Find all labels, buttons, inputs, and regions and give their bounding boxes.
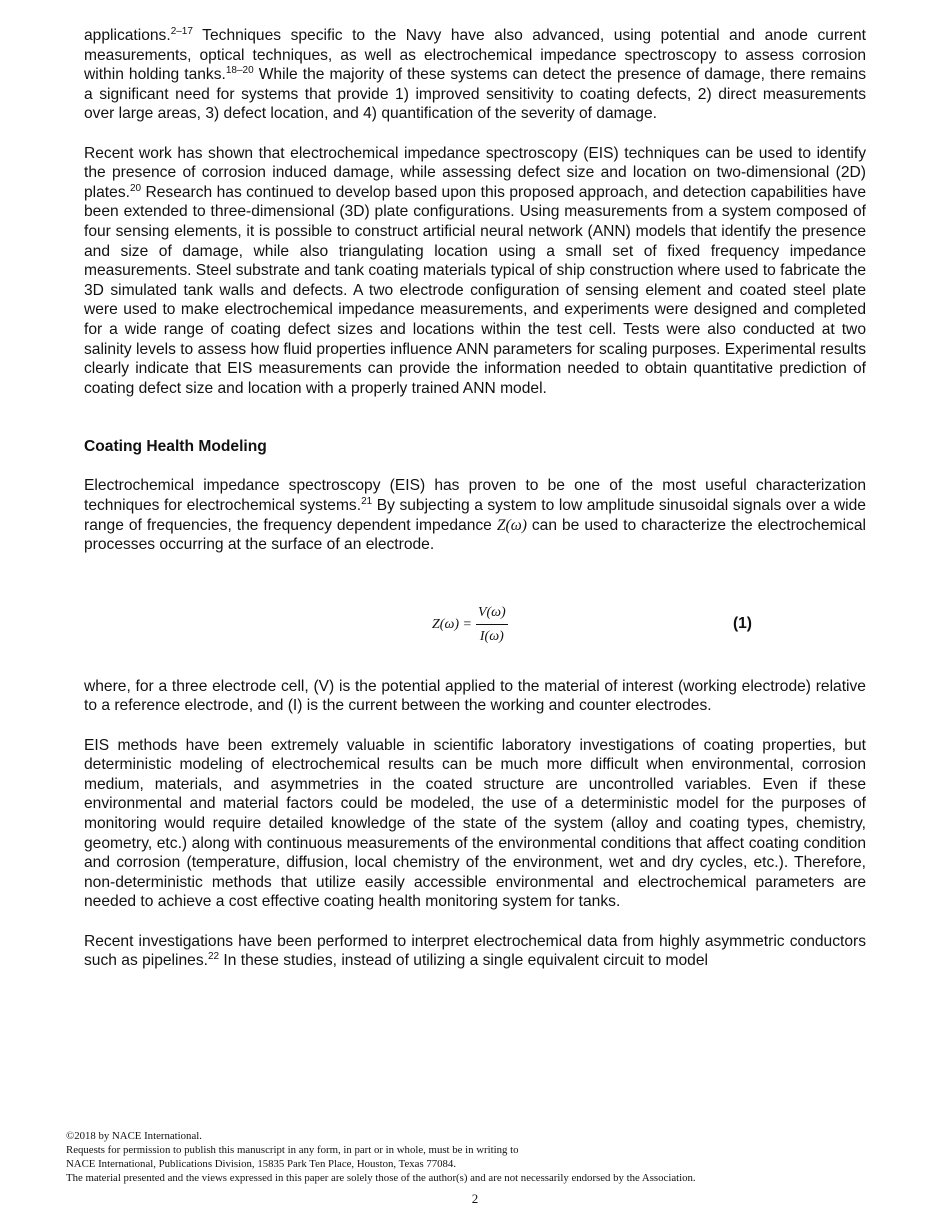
equation-number: (1): [732, 614, 752, 632]
footer-line: NACE International, Publications Division, 15835 Park Ten Place, Houston, Texas 77084.: [66, 1158, 457, 1170]
footer-line: ©2018 by NACE International.: [66, 1130, 202, 1142]
citation: 22: [207, 951, 220, 963]
paragraph-recent-work: [84, 144, 866, 399]
citation: 18–20: [225, 65, 254, 77]
citation: 20: [129, 182, 142, 194]
text-run: Research has continued to develop based upon this proposed approach, and detection capabilities have been extended to three-dimensional (3D) plate configurations. Using measurements from a system composed of four sensing elements, it is possible to construct artificial neural network (ANN) models that identify the presence and size of damage, while also triangulating location using a small set of fixed frequency impedance measurements. Steel substrate and tank coating materials typical of ship construction where used to fabricate the 3D simulated tank walls and defects. A two electrode configuration of sensing element and coated steel plate were used to make electrochemical impedance measurements, and experiments were designed and completed for a wide range of coating defect sizes and locations within the test cell. Tests were also conducted at two salinity levels to assess how fluid properties influence ANN parameters for scaling purposes. Experimental results clearly indicate that EIS measurements can provide the information needed to obtain quantitative prediction of coating defect size and location with a properly trained ANN model.: [84, 183, 866, 397]
text-run: Techniques specific to the Navy have also advanced, using potential and anode current measurements, optical techniques, as well as electrochemical impedance spectroscopy to assess corrosion within holding tanks.: [84, 27, 866, 84]
text-run: can be used to characterize the electrochemical processes occurring at the surface of an electrode.: [84, 516, 866, 554]
equation-lhs: Z(ω) =: [432, 617, 472, 633]
paragraph-intro-continued: [84, 26, 866, 124]
citation: 21: [361, 496, 373, 508]
copyright-footer: [66, 1129, 886, 1185]
text-run: Recent investigations have been performed to interpret electrochemical data from highly asymmetric conductors such as pipelines.: [84, 932, 866, 970]
impedance-equation: [432, 603, 508, 647]
equation-fraction: [476, 603, 508, 647]
section-heading: Coating Health Modeling: [84, 438, 267, 456]
paragraph-equation-explanation: where, for a three electrode cell, (V) is the potential applied to the material of interest (working electrode) relative to a reference electrode, and (I) is the current between the working and counter electrodes.: [84, 677, 866, 715]
paper-body: [84, 26, 866, 971]
text-run: Recent work has shown that electrochemical impedance spectroscopy (EIS) techniques can be used to identify the presence of corrosion induced damage, while assessing defect size and location on two-dimensional (2D) plates.: [84, 144, 866, 201]
paragraph-eis-intro: [84, 476, 866, 554]
equation-denominator: I(ω): [479, 629, 504, 645]
equation-numerator: V(ω): [476, 603, 508, 626]
text-run: By subjecting a system to low amplitude sinusoidal signals over a wide range of frequencies, the frequency dependent impedance: [84, 497, 866, 534]
citation: 2–17: [170, 26, 193, 37]
equation-block: [84, 555, 866, 677]
text-run: In these studies, instead of utilizing a single equivalent circuit to model: [219, 952, 708, 970]
text-run: Electrochemical impedance spectroscopy (EIS) has proven to be one of the most useful characterization techniques for electrochemical systems.: [84, 477, 866, 515]
page-number: 2: [471, 1191, 479, 1206]
impedance-symbol: Z(ω): [496, 516, 527, 534]
text-run: applications.: [84, 27, 171, 44]
paragraph-pipelines: [84, 932, 866, 971]
footer-line: Requests for permission to publish this manuscript in any form, in part or in whole, must be in writing to: [66, 1144, 519, 1156]
paragraph-eis-methods: EIS methods have been extremely valuable in scientific laboratory investigations of coating properties, but deterministic modeling of electrochemical results can be much more difficult when environmental, corrosion medium, materials, and asymmetries in the coated structure are uncontrolled variables. Even if these environmental and material factors could be modeled, the use of a deterministic model for the purposes of monitoring would require detailed knowledge of the state of the system (alloy and coating types, chemistry, geometry, etc.) along with continuous measurements of the environmental conditions that affect coating condition and corrosion (temperature, diffusion, local chemistry of the environment, wet and dry cycles, etc.). Therefore, non-deterministic methods that utilize easily accessible environmental and electrochemical parameters are needed to achieve a cost effective coating health monitoring system for tanks.: [84, 736, 866, 911]
text-run: While the majority of these systems can detect the presence of damage, there remains a significant need for systems that provide 1) improved sensitivity to coating defects, 2) direct measurements over large areas, 3) defect location, and 4) quantification of the severity of damage.: [84, 66, 866, 123]
footer-line: The material presented and the views expressed in this paper are solely those of the author(s) and are not necessarily endorsed by the Association.: [66, 1172, 696, 1184]
